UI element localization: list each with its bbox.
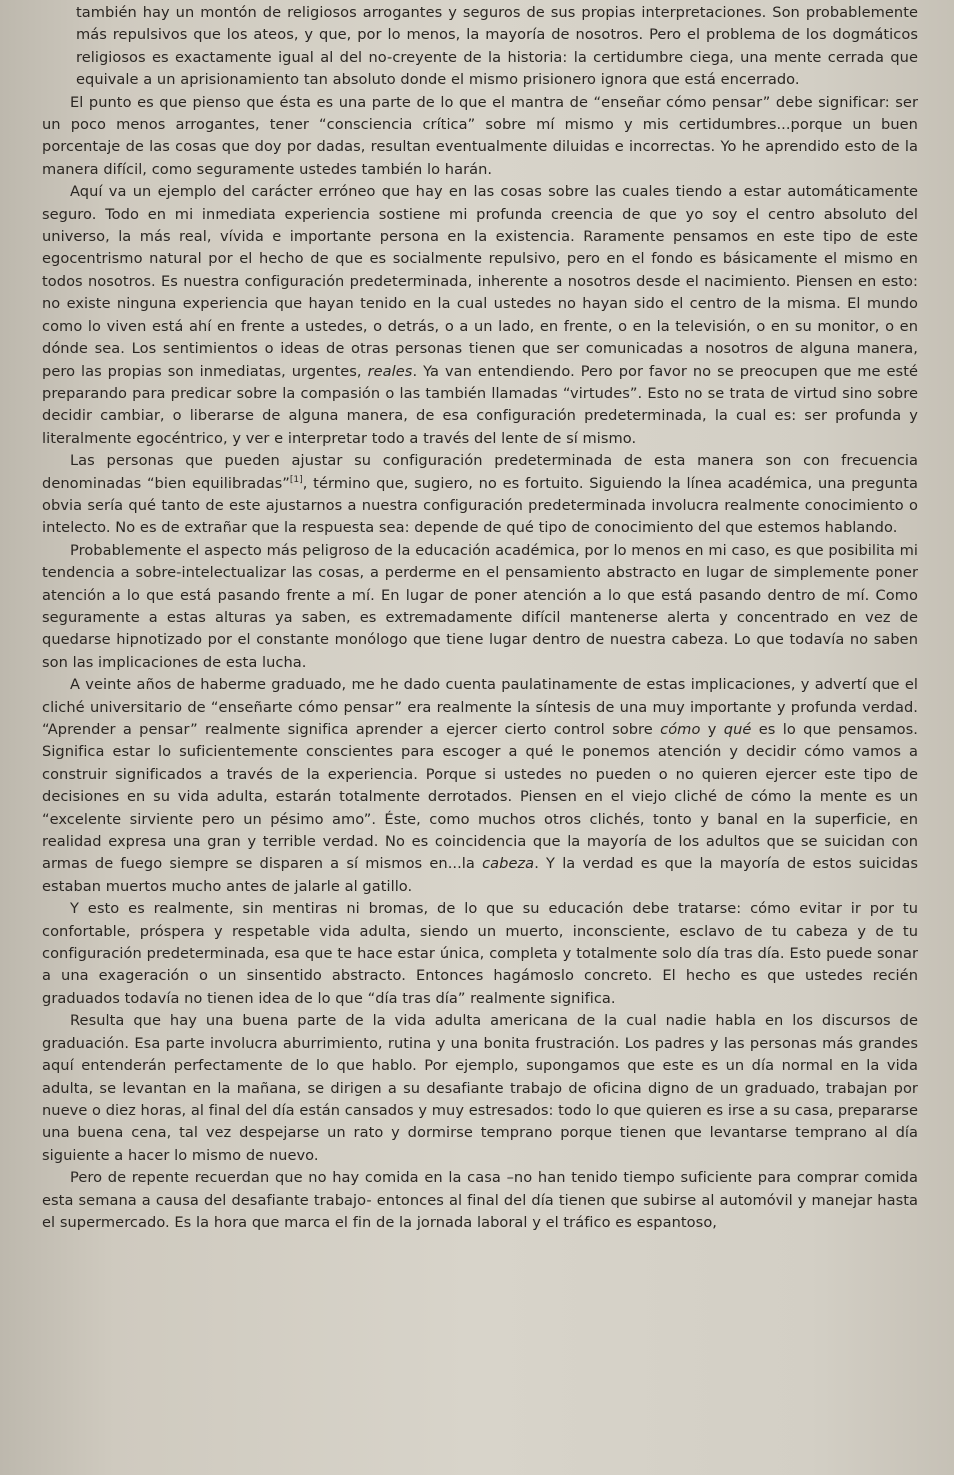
- text-run: Pero de repente recuerdan que no hay comida en la casa –no han tenido tiempo suficiente para comprar comida esta semana a causa del desafiante trabajo- entonces al final del día tienen que subirse al automóvil y manejar hasta el supermercado. Es la hora que marca el fin de la jornada laboral y el tráfico es espantoso,: [42, 1169, 918, 1231]
- text-run: Y esto es realmente, sin mentiras ni bromas, de lo que su educación debe tratarse: cómo evitar ir por tu confortable, próspera y respetable vida adulta, siendo un muerto, inconsciente, esclavo de tu cabeza y de tu configuración predeterminada, esa que te hace estar única, completa y totalmente solo día tras día. Esto puede sonar a una exageración o un sinsentido abstracto. Entonces hagámoslo concreto. El hecho es que ustedes recién graduados todavía no tienen idea de lo que “día tras día” realmente significa.: [42, 900, 918, 1007]
- paragraph: [42, 181, 918, 450]
- text-run: . Ya van entendiendo. Pero por favor no se preocupen que me esté preparando para predicar sobre la compasión o las también llamadas “virtudes”. Esto no se trata de virtud sino sobre decidir cambiar, o liberarse de alguna manera, de esa configuración predeterminada, la cual es: ser profunda y literalmente egocéntrico, y ver e interpretar todo a través del lente de sí mismo.: [42, 362, 919, 447]
- text-run: también hay un montón de religiosos arrogantes y seguros de sus propias interpretaciones. Son probablemente más repulsivos que los ateos, y que, por lo menos, la mayoría de nosotros. Pero el problema de los dogmáticos religiosos es exactamente igual al del no-creyente de la historia: la certidumbre ciega, una mente cerrada que equivale a un aprisionamiento tan absoluto donde el mismo prisionero ignora que está encerrado.: [76, 4, 918, 89]
- text-run: Resulta que hay una buena parte de la vida adulta americana de la cual nadie habla en los discursos de graduación. Esa parte involucra aburrimiento, rutina y una bonita frustración. Los padres y las personas más grandes aquí entenderán perfectamente de lo que hablo. Por ejemplo, supongamos que este es un día normal en la vida adulta, se levantan en la mañana, se dirigen a su desafiante trabajo de oficina digno de un graduado, trabajan por nueve o diez horas, al final del día están cansados y muy estresados: todo lo que quieren es irse a su casa, prepararse una buena cena, tal vez despejarse un rato y dormirse temprano porque tienen que levantarse temprano al día siguiente a hacer lo mismo de nuevo.: [42, 1012, 918, 1164]
- paragraph: [42, 1167, 918, 1234]
- paragraph: [42, 674, 918, 898]
- text-run: Aquí va un ejemplo del carácter erróneo que hay en las cosas sobre las cuales tiendo a estar automáticamente seguro. Todo en mi inmediata experiencia sostiene mi profunda creencia de que yo soy el centro absoluto del universo, la más real, vívida e importante persona en la existencia. Raramente pensamos en este tipo de este egocentrismo natural por el hecho de que es socialmente repulsivo, pero en el fondo es básicamente el mismo en todos nosotros. Es nuestra configuración predeterminada, inherente a nosotros desde el nacimiento. Piensen en esto: no existe ninguna experiencia que hayan tenido en la cual ustedes no hayan sido el centro de la misma. El mundo como lo viven está ahí en frente a ustedes, o detrás, o a un lado, en frente, o en la televisión, o en su monitor, o en dónde sea. Los sentimientos o ideas de otras personas tienen que ser comunicadas a nosotros de alguna manera, pero las propias son inmediatas, urgentes,: [42, 183, 918, 380]
- body-text: [42, 2, 918, 1234]
- paragraph: [42, 898, 918, 1010]
- text-run: . Y la verdad es que la mayoría de estos suicidas estaban muertos mucho antes de jalarle al gatillo.: [42, 855, 918, 895]
- text-run: Las personas que pueden ajustar su configuración predeterminada de esta manera son con frecuencia denominadas “bien equilibradas”: [42, 452, 918, 492]
- paragraph: [42, 92, 918, 182]
- text-run: El punto es que pienso que ésta es una parte de lo que el mantra de “enseñar cómo pensar” debe significar: ser un poco menos arrogantes, tener “consciencia crítica” sobre mí mismo y mis certidumbres...porque un buen porcentaje de las cosas que doy por dadas, resultan eventualmente diluidas e incorrectas. Yo he aprendido esto de la manera difícil, como seguramente ustedes también lo harán.: [42, 93, 918, 178]
- paragraph: [76, 2, 918, 92]
- italic-text: qué: [723, 721, 752, 738]
- paragraph: [42, 540, 918, 674]
- text-run: A veinte años de haberme graduado, me he dado cuenta paulatinamente de estas implicaciones, y advertí que el cliché universitario de “enseñarte cómo pensar” era realmente la síntesis de una muy importante y profunda verdad. “Aprender a pensar” realmente significa aprender a ejercer cierto control sobre: [42, 676, 918, 738]
- italic-text: cabeza: [482, 855, 535, 873]
- italic-text: cómo: [660, 721, 701, 738]
- paragraph: [42, 1010, 918, 1167]
- text-run: Probablemente el aspecto más peligroso de la educación académica, por lo menos en mi caso, es que posibilita mi tendencia a sobre-intelectualizar las cosas, a perderme en el pensamiento abstracto en lugar de simplemente poner atención a lo que está pasando frente a mí. En lugar de poner atención a lo que está pasando dentro de mí. Como seguramente a estas alturas ya saben, es extremadamente difícil mantenerse alerta y concentrado en vez de quedarse hipnotizado por el constante monólogo que tiene lugar dentro de nuestra cabeza. Lo que todavía no saben son las implicaciones de esta lucha.: [42, 541, 918, 671]
- text-run: y: [700, 721, 724, 738]
- footnote-marker: [1]: [289, 474, 303, 485]
- text-run: es lo que pensamos. Significa estar lo suficientemente conscientes para escoger a qué le ponemos atención y decidir cómo vamos a construir significados a través de la experiencia. Porque si ustedes no pueden o no quieren ejercer este tipo de decisiones en su vida adulta, estarán totalmente derrotados. Piensen en el viejo cliché de cómo la mente es un “excelente sirviente pero un pésimo amo”. Éste, como muchos otros clichés, tonto y banal en la superficie, en realidad expresa una gran y terrible verdad. No es coincidencia que la mayoría de los adultos que se suicidan con armas de fuego siempre se disparen a sí mismos en...la: [42, 721, 918, 873]
- text-run: , término que, sugiero, no es fortuito. Siguiendo la línea académica, una pregunta obvia sería qué tanto de este ajustarnos a nuestra configuración predeterminada involucra realmente conocimiento o intelecto. No es de extrañar que la respuesta sea: depende de qué tipo de conocimiento del que estemos hablando.: [42, 474, 918, 537]
- paragraph: [42, 450, 918, 540]
- italic-text: reales: [367, 362, 413, 380]
